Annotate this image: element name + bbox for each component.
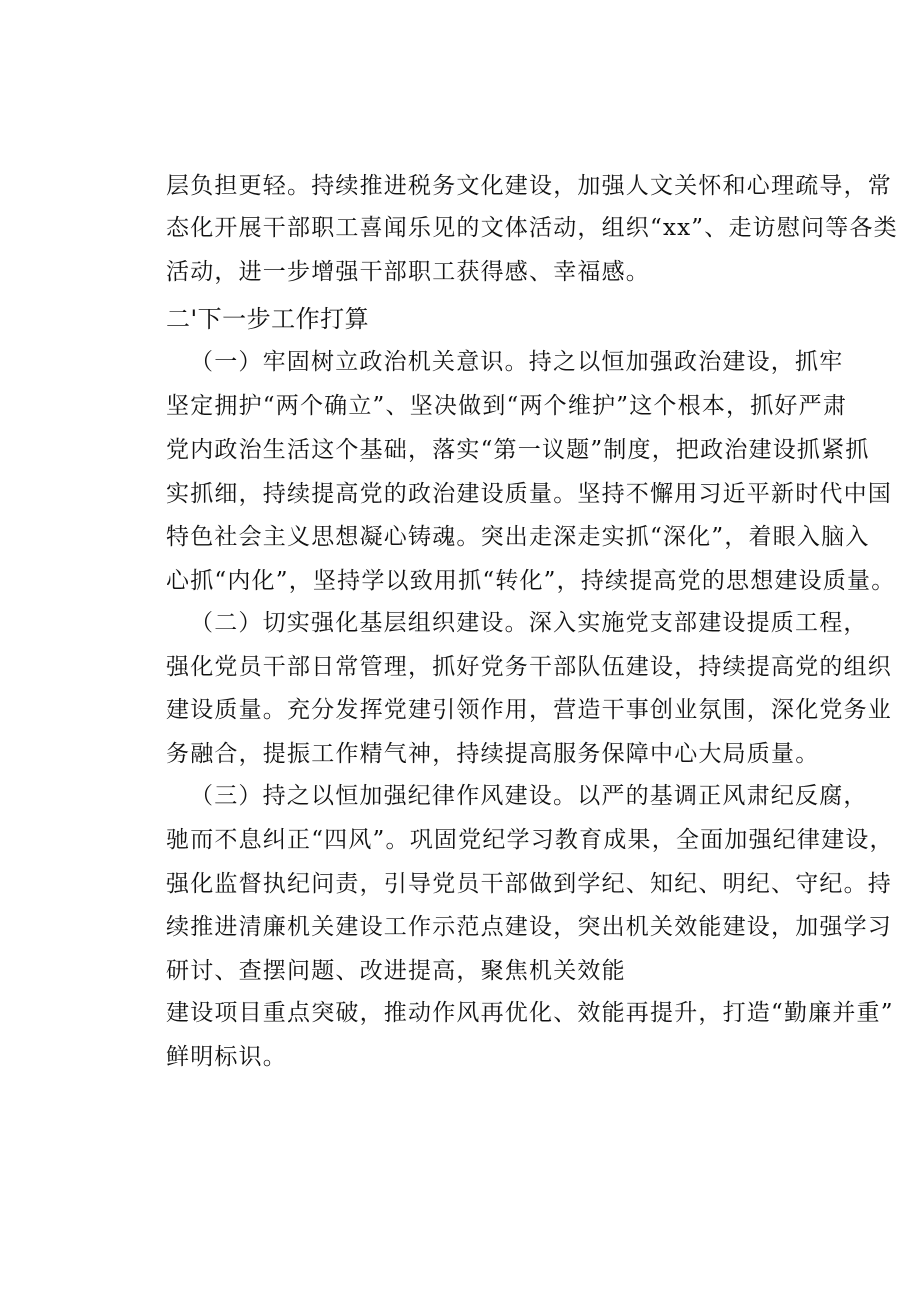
paragraph-line-3: 活动，进一步增强干部职工获得感、幸福感。 [166, 259, 650, 285]
section-heading-next-steps: 二'下一步工作打算 [166, 305, 370, 333]
paragraph-line-14: 务融合，提振工作精气神，持续提高服务保障中心大局质量。 [166, 741, 820, 767]
paragraph-line-7: 党内政治生活这个基础，落实“第一议题”制度，把政治建设抓紧抓 [166, 437, 870, 463]
paragraph-line-1: 层负担更轻。持续推进税务文化建设，加强人文关怀和心理疏导，常 [166, 173, 892, 199]
paragraph-line-17: 强化监督执纪问责，引导党员干部做到学纪、知纪、明纪、守纪。持 [166, 871, 892, 897]
paragraph-line-16: 驰而不息纠正“四风”。巩固党纪学习教育成果，全面加强纪律建设， [166, 827, 894, 853]
paragraph-line-20: 建设项目重点突破，推动作风再优化、效能再提升，打造“勤廉并重” [166, 1000, 894, 1026]
paragraph-line-10: 心抓“内化”，坚持学以致用抓“转化”，持续提高党的思想建设质量。 [166, 568, 896, 594]
paragraph-line-8: 实抓细，持续提高党的政治建设质量。坚持不懈用习近平新时代中国 [166, 481, 892, 507]
paragraph-line-2: 态化开展干部职工喜闻乐见的文体活动，组织“xx”、走访慰问等各类 [166, 215, 898, 241]
paragraph-line-6: 坚定拥护“两个确立”、坚决做到“两个维护”这个根本，抓好严肃 [166, 393, 848, 419]
paragraph-line-11: （二）切实强化基层组织建设。深入实施党支部建设提质工程， [190, 610, 868, 636]
paragraph-line-13: 建设质量。充分发挥党建引领作用，营造干事创业氛围，深化党务业 [166, 697, 892, 723]
paragraph-line-15: （三）持之以恒加强纪律作风建设。以严的基调正风肃纪反腐， [190, 783, 868, 809]
paragraph-line-9: 特色社会主义思想凝心铸魂。突出走深走实抓“深化”，着眼入脑入 [166, 524, 870, 550]
paragraph-line-21: 鲜明标识。 [166, 1044, 287, 1070]
paragraph-line-19: 研讨、查摆问题、改进提高，聚焦机关效能 [166, 958, 626, 984]
paragraph-line-12: 强化党员干部日常管理，抓好党务干部队伍建设，持续提高党的组织 [166, 654, 892, 680]
paragraph-line-5: （一）牢固树立政治机关意识。持之以恒加强政治建设，抓牢 [190, 349, 844, 375]
paragraph-line-18: 续推进清廉机关建设工作示范点建设，突出机关效能建设，加强学习 [166, 914, 892, 940]
